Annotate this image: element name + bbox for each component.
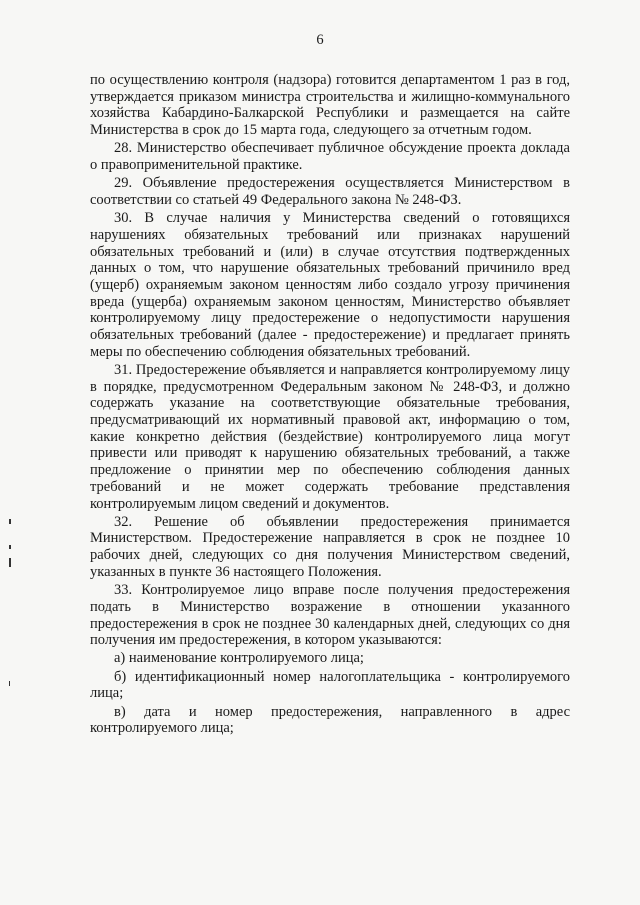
document-body: [90, 72, 570, 738]
paragraph-27-continuation: по осуществлению контроля (надзора) готовится департаментом 1 раз в год, утверждается приказом министра строительства и жилищно-коммунального хозяйства Кабардино-Балкарской Республики и размещается на сайте Министерства в срок до 15 марта года, следующего за отчетным годом.: [90, 72, 570, 139]
paragraph-33: 33. Контролируемое лицо вправе после получения предостережения подать в Министерство возражение в отношении указанного предостережения в срок не позднее 30 календарных дней, следующих со дня получения им предостережения, в котором указываются:: [90, 582, 570, 649]
paragraph-29: 29. Объявление предостережения осуществляется Министерством в соответствии со статьей 49 Федерального закона № 248-ФЗ.: [90, 175, 570, 208]
paragraph-31: 31. Предостережение объявляется и направляется контролируемому лицу в порядке, предусмотренном Федеральным законом № 248-ФЗ, и должно содержать указание на соответствующие обязательные требования, предусматривающий их нормативный правовой акт, информацию о том, какие конкретно действия (бездействие) контролируемого лица могут привести или приводят к нарушению обязательных требований, а также предложение о принятии мер по обеспечению соблюдения данных требований и не может содержать требование представления контролируемым лицом сведений и документов.: [90, 361, 570, 512]
paragraph-30: 30. В случае наличия у Министерства сведений о готовящихся нарушениях обязательных требований или признаках нарушений обязательных требований и (или) в случае отсутствия подтвержденных данных о том, что нарушение обязательных требований причинило вред (ущерб) охраняемым законом ценностям либо создало угрозу причинения вреда (ущерба) охраняемым законом ценностям, Министерство объявляет контролируемому лицу предостережение о недопустимости нарушения обязательных требований (далее - предостережение) и предлагает принять меры по обеспечению соблюдения обязательных требований.: [90, 210, 570, 360]
scan-margin-mark: [9, 519, 11, 524]
list-item-v: в) дата и номер предостережения, направленного в адрес контролируемого лица;: [90, 703, 570, 737]
list-item-b: б) идентификационный номер налогоплательщика - контролируемого лица;: [90, 668, 570, 702]
paragraph-28: 28. Министерство обеспечивает публичное обсуждение проекта доклада о правоприменительной практике.: [90, 140, 570, 174]
scan-margin-mark: [9, 681, 10, 686]
paragraph-32: 32. Решение об объявлении предостережения принимается Министерством. Предостережение направляется в срок не позднее 10 рабочих дней, следующих со дня получения Министерством сведений, указанных в пункте 36 настоящего Положения.: [90, 513, 570, 580]
scan-margin-mark: [9, 558, 11, 567]
list-item-a: а) наименование контролируемого лица;: [114, 650, 364, 667]
page-number: 6: [316, 32, 324, 48]
scan-margin-mark: [9, 545, 11, 549]
